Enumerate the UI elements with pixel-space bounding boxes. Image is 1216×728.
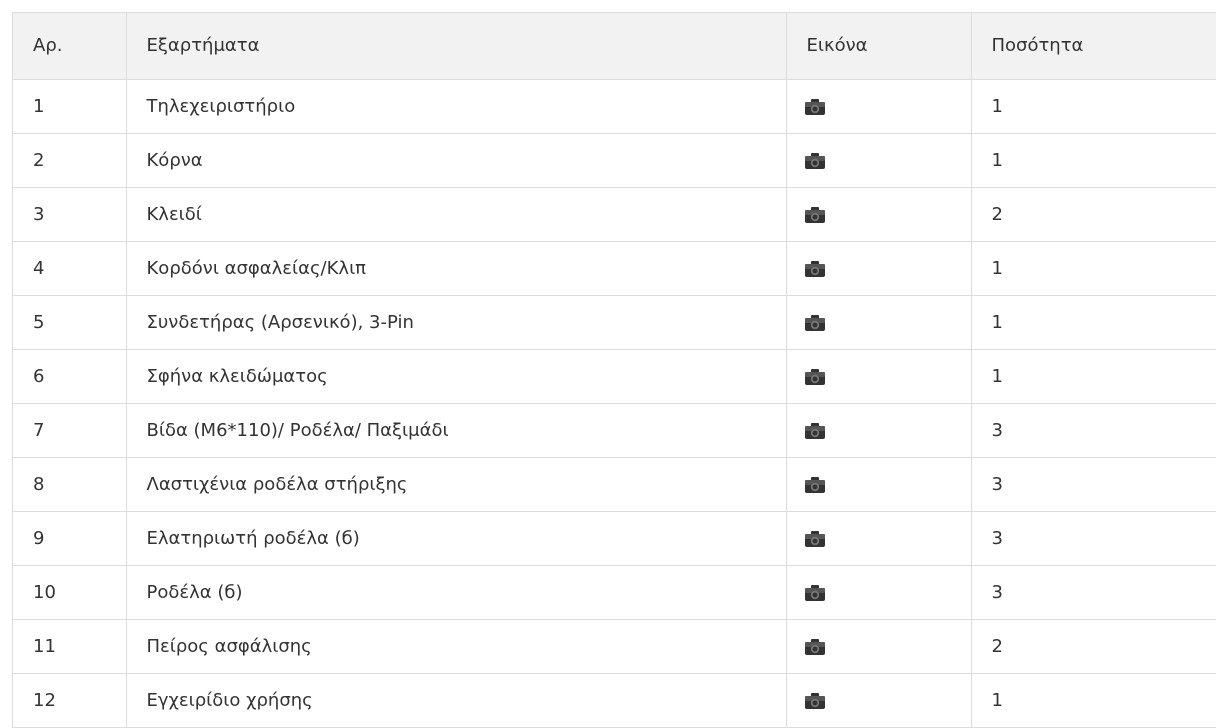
cell-number: 2 [13,133,126,187]
header-number: Αρ. [13,13,126,79]
cell-image [786,79,971,133]
table-row [13,241,1216,295]
cell-part: Πείρος ασφάλισης [126,619,786,673]
cell-quantity: 1 [971,295,1216,349]
cell-part: Εγχειρίδιο χρήσης [126,673,786,727]
cell-image [786,241,971,295]
cell-number: 1 [13,79,126,133]
cell-number: 9 [13,511,126,565]
parts-table-container [12,12,1216,728]
camera-icon[interactable] [804,204,826,225]
cell-number: 7 [13,403,126,457]
cell-number: 3 [13,187,126,241]
table-row [13,457,1216,511]
table-row [13,673,1216,727]
table-row [13,79,1216,133]
parts-table [13,13,1216,728]
camera-icon[interactable] [804,312,826,333]
cell-image [786,565,971,619]
cell-quantity: 1 [971,673,1216,727]
camera-icon[interactable] [804,474,826,495]
cell-quantity: 1 [971,79,1216,133]
cell-number: 12 [13,673,126,727]
camera-icon[interactable] [804,420,826,441]
cell-number: 6 [13,349,126,403]
cell-number: 10 [13,565,126,619]
table-header-row [13,13,1216,79]
cell-part: Κορδόνι ασφαλείας/Κλιπ [126,241,786,295]
table-row [13,133,1216,187]
cell-quantity: 1 [971,241,1216,295]
cell-quantity: 1 [971,349,1216,403]
cell-number: 4 [13,241,126,295]
cell-part: Βίδα (M6*110)/ Ροδέλα/ Παξιμάδι [126,403,786,457]
header-image: Εικόνα [786,13,971,79]
cell-image [786,133,971,187]
table-row [13,403,1216,457]
table-row [13,565,1216,619]
cell-number: 5 [13,295,126,349]
cell-part: Ελατηριωτή ροδέλα (б) [126,511,786,565]
camera-icon[interactable] [804,636,826,657]
table-row [13,349,1216,403]
cell-image [786,349,971,403]
cell-image [786,295,971,349]
cell-quantity: 3 [971,457,1216,511]
cell-part: Κόρνα [126,133,786,187]
cell-part: Κλειδί [126,187,786,241]
header-quantity: Ποσότητα [971,13,1216,79]
cell-quantity: 3 [971,565,1216,619]
camera-icon[interactable] [804,690,826,711]
cell-number: 8 [13,457,126,511]
camera-icon[interactable] [804,582,826,603]
cell-quantity: 3 [971,403,1216,457]
cell-quantity: 2 [971,187,1216,241]
camera-icon[interactable] [804,150,826,171]
cell-part: Λαστιχένια ροδέλα στήριξης [126,457,786,511]
cell-image [786,457,971,511]
camera-icon[interactable] [804,258,826,279]
camera-icon[interactable] [804,96,826,117]
table-row [13,187,1216,241]
cell-image [786,511,971,565]
cell-part: Ροδέλα (б) [126,565,786,619]
cell-image [786,619,971,673]
cell-image [786,187,971,241]
camera-icon[interactable] [804,528,826,549]
cell-quantity: 2 [971,619,1216,673]
camera-icon[interactable] [804,366,826,387]
table-row [13,619,1216,673]
cell-part: Σφήνα κλειδώματος [126,349,786,403]
cell-number: 11 [13,619,126,673]
table-row [13,295,1216,349]
cell-image [786,673,971,727]
cell-quantity: 3 [971,511,1216,565]
cell-part: Τηλεχειριστήριο [126,79,786,133]
table-row [13,511,1216,565]
header-part: Εξαρτήματα [126,13,786,79]
cell-part: Συνδετήρας (Αρσενικό), 3-Pin [126,295,786,349]
cell-image [786,403,971,457]
cell-quantity: 1 [971,133,1216,187]
